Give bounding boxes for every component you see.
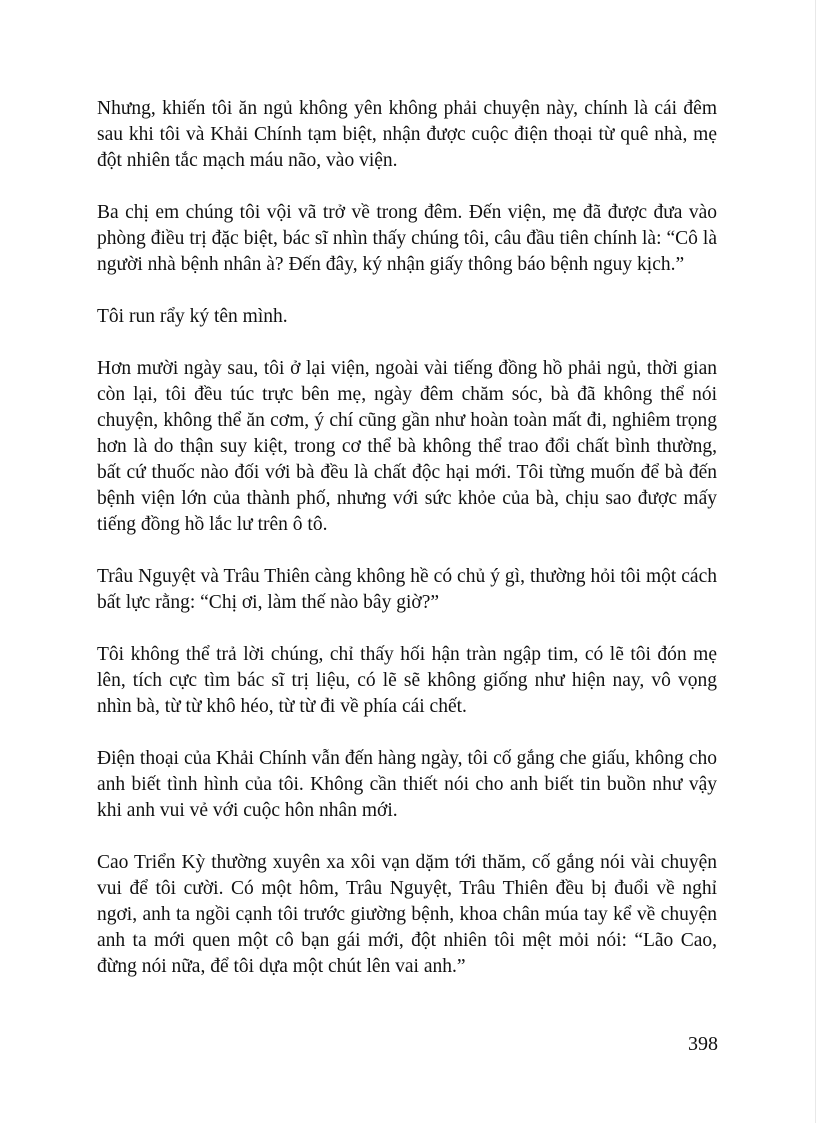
paragraph-2: Ba chị em chúng tôi vội vã trở về trong đêm. Đến viện, mẹ đã được đưa vào phòng điều trị đặc biệt, bác sĩ nhìn thấy chúng tôi, câu đầu tiên chính là: “Cô là người nhà bệnh nhân à? Đến đây, ký nhận giấy thông báo bệnh nguy kịch.” <box>97 202 717 275</box>
paragraph-3: Tôi run rẩy ký tên mình. <box>97 306 288 327</box>
body-text <box>97 96 717 980</box>
paragraph-4: Hơn mười ngày sau, tôi ở lại viện, ngoài vài tiếng đồng hồ phải ngủ, thời gian còn lại, tôi đều túc trực bên mẹ, ngày đêm chăm sóc, bà đã không thể nói chuyện, không thể ăn cơm, ý chí cũng gần như hoàn toàn mất đi, nghiêm trọng hơn là do thận suy kiệt, trong cơ thể bà không thể trao đổi chất bình thường, bất cứ thuốc nào đối với bà đều là chất độc hại mới. Tôi từng muốn để bà đến bệnh viện lớn của thành phố, nhưng với sức khỏe của bà, chịu sao được mấy tiếng đồng hồ lắc lư trên ô tô. <box>97 358 717 535</box>
paragraph-8: Cao Triển Kỳ thường xuyên xa xôi vạn dặm tới thăm, cố gắng nói vài chuyện vui để tôi cười. Có một hôm, Trâu Nguyệt, Trâu Thiên đều bị đuổi về nghỉ ngơi, anh ta ngồi cạnh tôi trước giường bệnh, khoa chân múa tay kể về chuyện anh ta mới quen một cô bạn gái mới, đột nhiên tôi mệt mỏi nói: “Lão Cao, đừng nói nữa, để tôi dựa một chút lên vai anh.” <box>97 852 717 977</box>
paragraph-6: Tôi không thể trả lời chúng, chỉ thấy hối hận tràn ngập tim, có lẽ tôi đón mẹ lên, tích cực tìm bác sĩ trị liệu, có lẽ sẽ không giống như hiện nay, vô vọng nhìn bà, từ từ khô héo, từ từ đi về phía cái chết. <box>97 644 717 717</box>
paragraph-5: Trâu Nguyệt và Trâu Thiên càng không hề có chủ ý gì, thường hỏi tôi một cách bất lực rằng: “Chị ơi, làm thế nào bây giờ?” <box>97 566 717 613</box>
page-number: 398 <box>688 1033 718 1055</box>
paragraph-7: Điện thoại của Khải Chính vẫn đến hàng ngày, tôi cố gắng che giấu, không cho anh biết tình hình của tôi. Không cần thiết nói cho anh biết tin buồn như vậy khi anh vui vẻ với cuộc hôn nhân mới. <box>97 748 717 821</box>
paragraph-1: Nhưng, khiến tôi ăn ngủ không yên không phải chuyện này, chính là cái đêm sau khi tôi và Khải Chính tạm biệt, nhận được cuộc điện thoại từ quê nhà, mẹ đột nhiên tắc mạch máu não, vào viện. <box>97 98 717 171</box>
